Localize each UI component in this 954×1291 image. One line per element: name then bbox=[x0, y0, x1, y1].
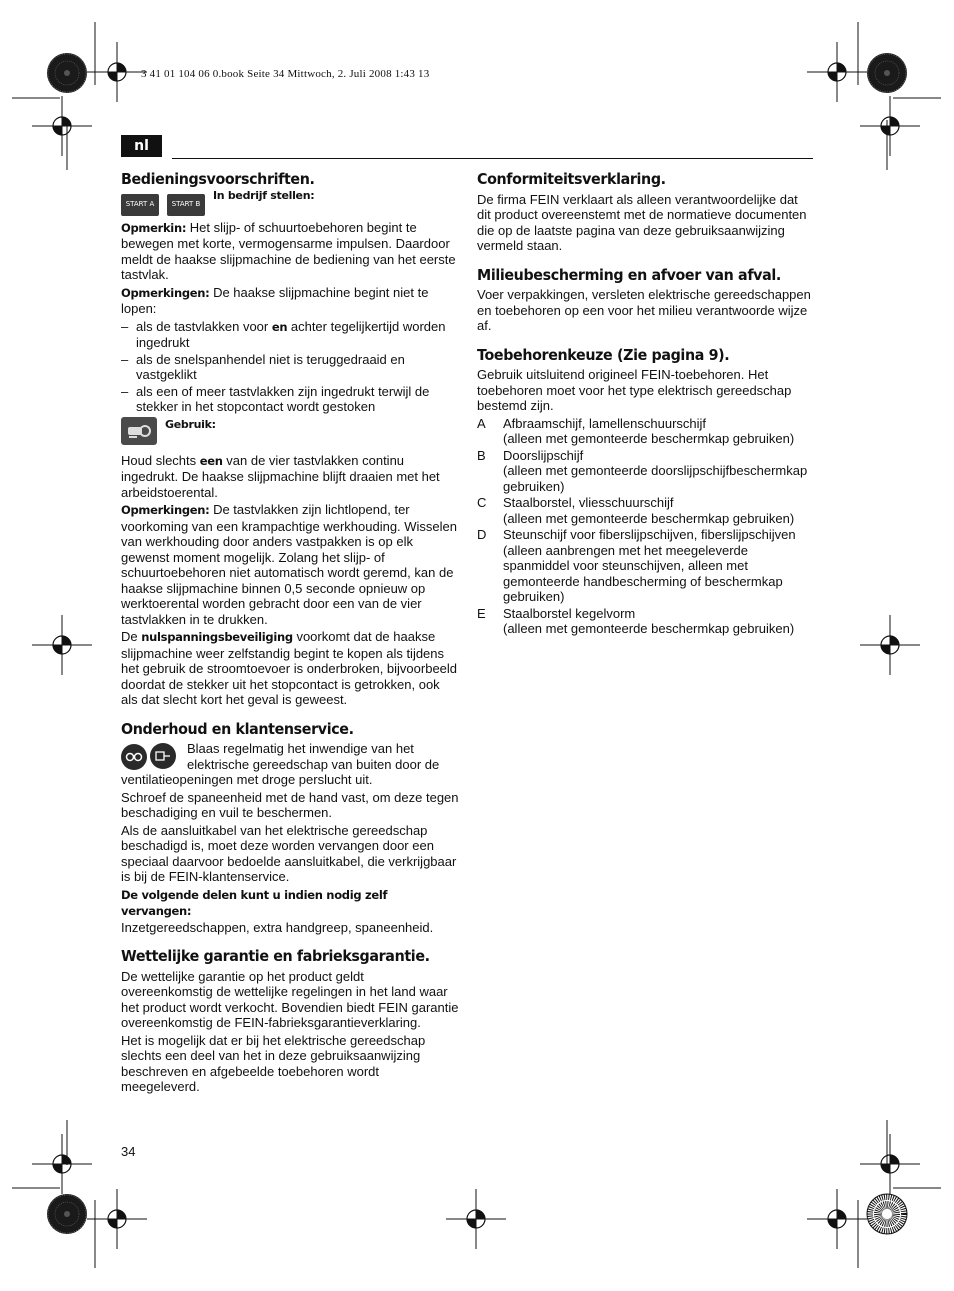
goggles-icon bbox=[121, 744, 147, 770]
section-title: Wettelijke garantie en fabrieksgarantie. bbox=[121, 947, 430, 965]
text: De haakse slijpmachine begint niet te lopen: bbox=[121, 284, 429, 316]
section-title: Toebehorenkeuze (Zie pagina 9). bbox=[477, 345, 730, 364]
paragraph: Opmerkingen: De tastvlakken zijn lichtlopend, ter voorkoming van een krampachtige werkhouding. Wisselen van werkhouding door anders vastpakken is op elk gewenst moment mogelijk. Zolang het slijp- of schuurtoebehoren niet automatisch wordt geremd, kan de haakse slijpmachine binnen 0,5 seconde opnieuw op werktoerental worden gebracht door een van de vier tastvlakken in te drukken. bbox=[121, 502, 458, 627]
paragraph bbox=[121, 285, 459, 317]
start-a-icon: START A bbox=[121, 194, 159, 216]
start-icons bbox=[121, 188, 459, 216]
section-title: Milieubescherming en afvoer van afval. bbox=[477, 265, 781, 284]
bold-label: Opmerkingen: bbox=[121, 285, 210, 300]
section-garantie bbox=[121, 949, 459, 1095]
paragraph: Schroef de spaneenheid met de hand vast, om deze tegen beschadiging en vuil te beschermen. bbox=[121, 789, 459, 820]
header-rule bbox=[172, 158, 813, 159]
paragraph: De nulspanningsbeveiliging voorkomt dat de haakse slijpmachine weer zelfstandig begint te kopen als tijdens het gebruik de stroomtoevoer is onderbroken, bijvoorbeeld doordat de stekker uit het stopcontact is getrokken, ook als dat slecht kort het geval is geweest. bbox=[121, 629, 458, 707]
paragraph: Blaas regelmatig het inwendige van het elektrische gereedschap van buiten door de ventilatieopeningen met droge perslucht uit. bbox=[121, 741, 440, 787]
list-item: – als de tastvlakken voor en achter tegelijkertijd worden ingedrukt bbox=[121, 319, 459, 351]
section-conformiteit bbox=[477, 172, 815, 254]
paragraph: De volgende delen kunt u indien nodig zelf vervangen: Inzetgereedschappen, extra handgreep, spaneenheid. bbox=[121, 887, 434, 935]
section-title: Conformiteitsverklaring. bbox=[477, 170, 666, 188]
in-bedrijf-label: In bedrijf stellen: bbox=[213, 188, 315, 202]
accessory-item: B Doorslijpschijf (alleen met gemonteerde doorslijpschijfbeschermkap gebruiken) bbox=[477, 447, 808, 494]
paragraph: Voer verpakkingen, versleten elektrische gereedschappen en toebehoren op een voor het milieu verantwoorde wijze af. bbox=[477, 287, 811, 333]
condition-list bbox=[121, 319, 459, 415]
accessory-item: A Afbraamschijf, lamellenschuurschijf (alleen met gemonteerde beschermkap gebruiken) bbox=[477, 415, 795, 446]
print-header: 3 41 01 104 06 0.book Seite 34 Mittwoch, 2. Juli 2008 1:43 13 bbox=[141, 68, 430, 80]
language-tab: nl bbox=[121, 135, 162, 157]
paragraph: Gebruik uitsluitend origineel FEIN-toebehoren. Het toebehoren moet voor het type elektrisch gereedschap bestemd zijn. bbox=[477, 367, 792, 413]
list-item: – als de snelspanhendel niet is teruggedraaid en vastgeklikt bbox=[121, 352, 459, 383]
accessory-item: C Staalborstel, vliesschuurschijf (alleen met gemonteerde beschermkap gebruiken) bbox=[477, 495, 795, 526]
right-column bbox=[477, 172, 815, 651]
section-milieu bbox=[477, 265, 815, 334]
list-item: – als een of meer tastvlakken zijn ingedrukt terwijl de stekker in het stopcontact wordt gestoken bbox=[121, 384, 459, 415]
paragraph bbox=[121, 220, 459, 283]
start-b-icon: START B bbox=[167, 194, 205, 216]
accessory-item: E Staalborstel kegelvorm (alleen met gemonteerde beschermkap gebruiken) bbox=[477, 605, 795, 636]
plug-icon bbox=[150, 743, 176, 769]
section-title: Bedieningsvoorschriften. bbox=[121, 170, 315, 188]
text: Het slijp- of schuurtoebehoren begint te bewegen met korte, vermogensarme impulsen. Daardoor meldt de haakse slijpmachine de bediening van het eerste tastvlak. bbox=[121, 219, 456, 282]
paragraph: De wettelijke garantie op het product geldt overeenkomstig de wettelijke regelingen in het land waar het product wordt verkocht. Bovendien biedt FEIN garantie overeenkomstig de FEIN-fabrieksgarantieverklaring. bbox=[121, 968, 459, 1030]
maintenance-icons bbox=[121, 743, 179, 770]
accessory-item: D Steunschijf voor fiberslijpschijven, fiberslijpschijven (alleen aanbrengen met het meegeleverde spanmiddel voor steunschijven, alleen met gemonteerde handbescherming of beschermkap gebruiken) bbox=[477, 527, 796, 604]
section-title: Onderhoud en klantenservice. bbox=[121, 719, 354, 738]
grinder-use-icon bbox=[121, 417, 157, 445]
page-number: 34 bbox=[121, 1144, 136, 1159]
gebruik-label: Gebruik: bbox=[165, 417, 216, 431]
gebruik-row bbox=[121, 417, 459, 445]
paragraph: Het is mogelijk dat er bij het elektrische gereedschap slechts een deel van het in deze gebruiksaanwijzing beschreven en afgebeelde toebehoren wordt meegeleverd. bbox=[121, 1032, 426, 1094]
paragraph: Houd slechts een van de vier tastvlakken continu ingedrukt. De haakse slijpmachine blijft draaien met het arbeidstoerental. bbox=[121, 452, 440, 500]
section-toebehoren bbox=[477, 345, 815, 637]
paragraph: De firma FEIN verklaart als alleen verantwoordelijke dat dit product overeenstemt met de normatieve documenten die op de laatste pagina van deze gebruiksaanwijzing vermeld staan. bbox=[477, 191, 807, 253]
bold-label: Opmerkin: bbox=[121, 220, 187, 235]
section-onderhoud bbox=[121, 719, 459, 936]
left-column bbox=[121, 172, 459, 1109]
paragraph: Als de aansluitkabel van het elektrische gereedschap beschadigd is, moet deze worden vervangen door een speciaal daarvoor bedoelde aansluitkabel, die verkrijgbaar is bij de FEIN-klantenservice. bbox=[121, 822, 457, 884]
section-bediening bbox=[121, 172, 459, 708]
